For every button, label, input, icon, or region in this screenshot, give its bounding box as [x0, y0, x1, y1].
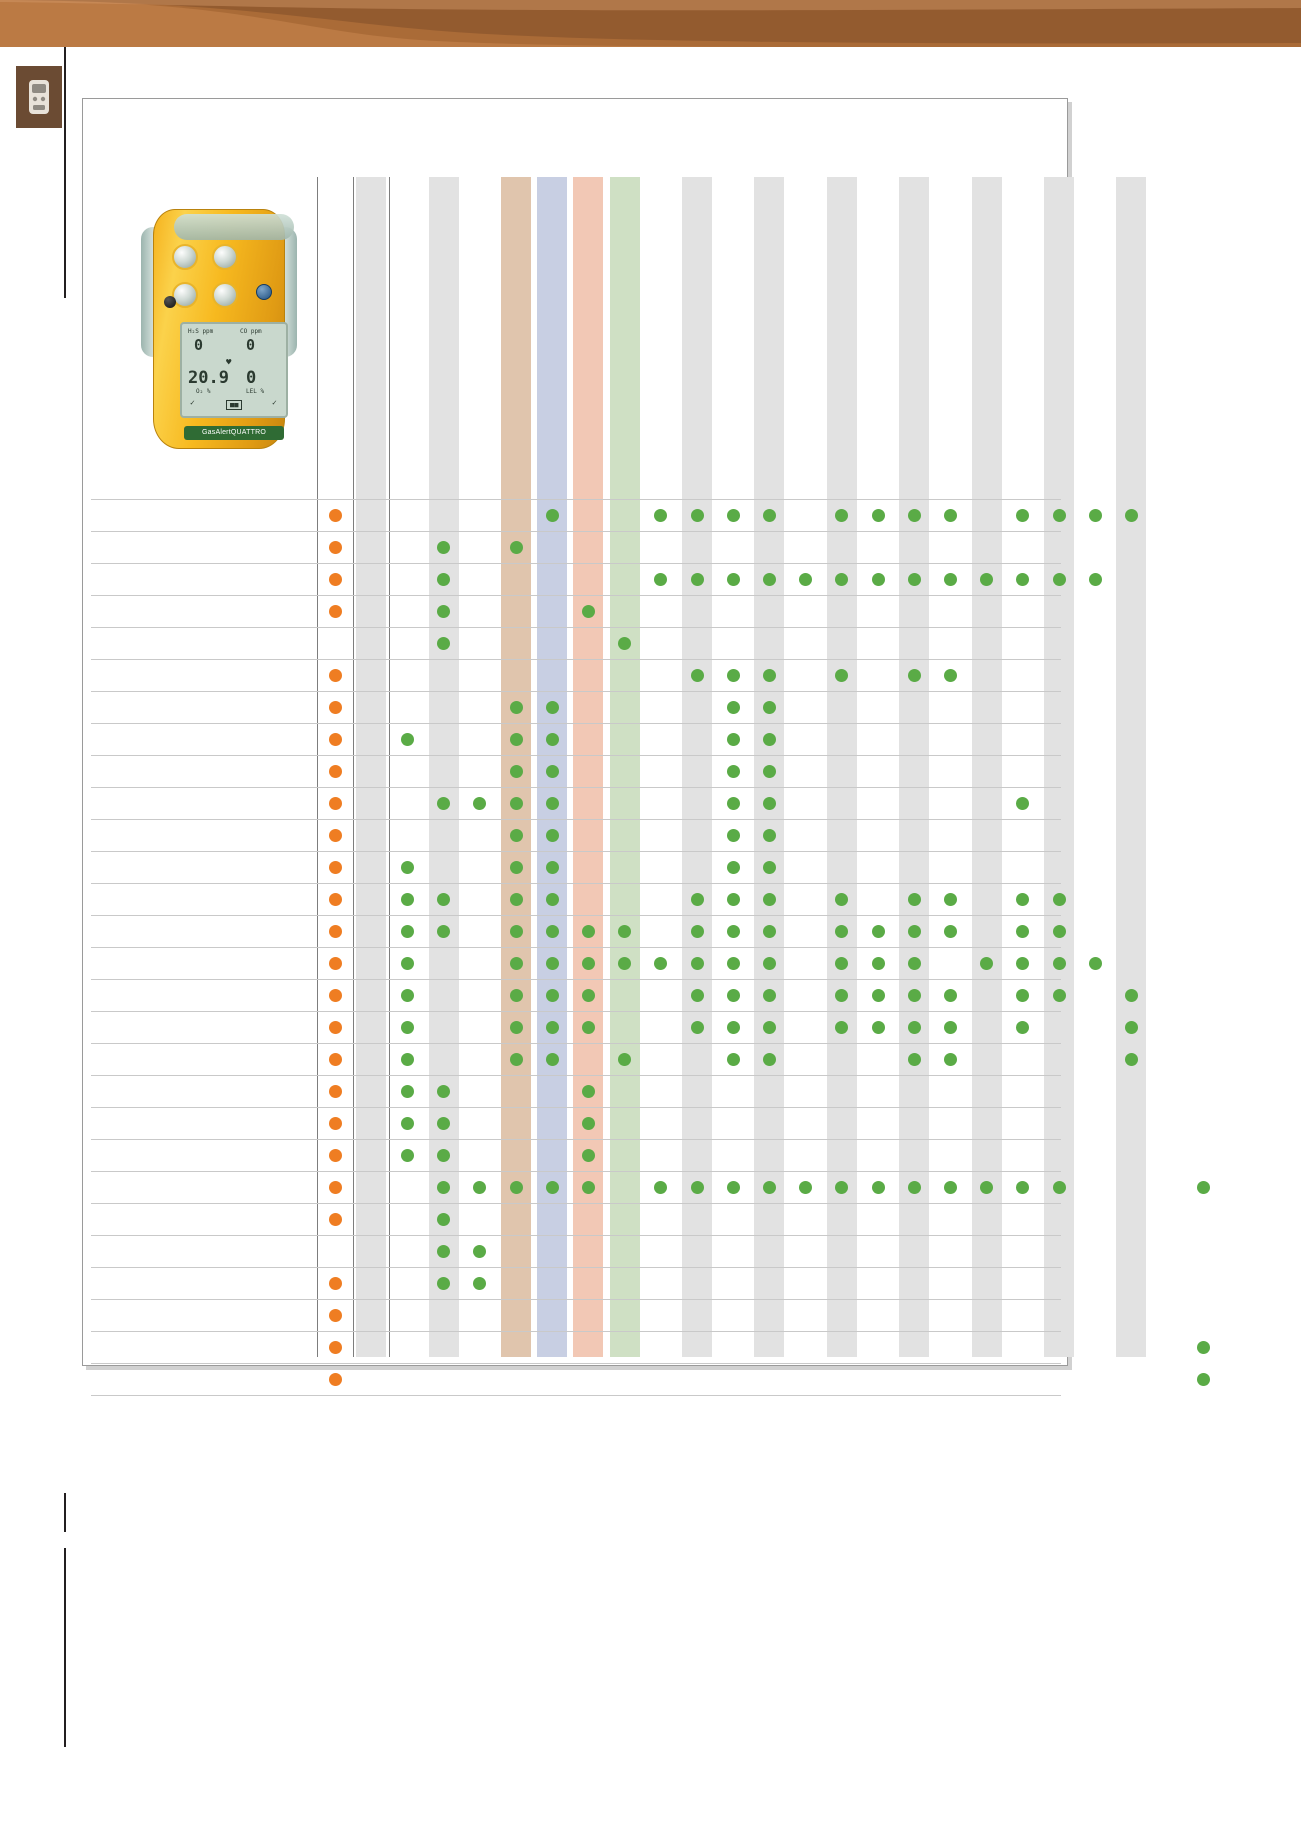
matrix-dot-option [510, 861, 523, 874]
matrix-dot-option [437, 1213, 450, 1226]
matrix-dot-option [546, 957, 559, 970]
matrix-dot-option [908, 669, 921, 682]
matrix-dot-option [618, 637, 631, 650]
matrix-dot-option [727, 829, 740, 842]
matrix-dot-option [872, 1021, 885, 1034]
top-banner [0, 0, 1301, 47]
matrix-dot-option [872, 509, 885, 522]
heart-icon: ♥ [226, 358, 232, 368]
screen-label-o2: O₂ % [196, 388, 211, 395]
matrix-dot-option [1197, 1181, 1210, 1194]
matrix-dot-option [437, 1149, 450, 1162]
matrix-dot-standard [329, 1277, 342, 1290]
matrix-dot-option [510, 1053, 523, 1066]
matrix-dot-standard [329, 1341, 342, 1354]
matrix-dot-option [835, 893, 848, 906]
screen-value-o2: 20.9 [188, 368, 229, 388]
matrix-row-separator [91, 1235, 1061, 1236]
matrix-dot-option [908, 925, 921, 938]
matrix-column-stripe [972, 177, 1002, 1357]
vent-icon-4 [212, 282, 238, 308]
matrix-dot-option [401, 1021, 414, 1034]
matrix-dot-option [872, 989, 885, 1002]
check-icon-right: ✓ [272, 398, 277, 407]
matrix-dot-option [654, 1181, 667, 1194]
matrix-dot-option [546, 1181, 559, 1194]
matrix-dot-option [727, 1021, 740, 1034]
matrix-dot-option [546, 829, 559, 842]
matrix-dot-option [401, 1117, 414, 1130]
matrix-dot-option [763, 829, 776, 842]
matrix-dot-option [401, 733, 414, 746]
matrix-dot-option [944, 669, 957, 682]
matrix-dot-option [763, 701, 776, 714]
matrix-dot-option [763, 957, 776, 970]
matrix-dot-option [727, 957, 740, 970]
matrix-dot-option [799, 1181, 812, 1194]
sensor-knob [256, 284, 272, 300]
matrix-dot-option [763, 509, 776, 522]
matrix-dot-option [582, 1149, 595, 1162]
matrix-dot-option [1089, 509, 1102, 522]
matrix-column-separator [353, 177, 354, 1357]
matrix-dot-option [1125, 509, 1138, 522]
matrix-dot-option [727, 1053, 740, 1066]
matrix-dot-option [546, 1021, 559, 1034]
matrix-dot-standard [329, 765, 342, 778]
matrix-dot-option [727, 989, 740, 1002]
matrix-dot-option [510, 701, 523, 714]
matrix-dot-option [1053, 925, 1066, 938]
matrix-dot-option [944, 925, 957, 938]
matrix-row-separator [91, 531, 1061, 532]
matrix-dot-option [582, 925, 595, 938]
matrix-dot-option [582, 989, 595, 1002]
matrix-dot-standard [329, 829, 342, 842]
matrix-dot-option [401, 957, 414, 970]
matrix-dot-option [944, 1181, 957, 1194]
matrix-dot-option [835, 573, 848, 586]
matrix-dot-option [437, 1117, 450, 1130]
matrix-dot-standard [329, 541, 342, 554]
matrix-dot-option [691, 925, 704, 938]
check-icon: ✓ [190, 398, 195, 407]
matrix-dot-standard [329, 701, 342, 714]
matrix-row-separator [91, 1267, 1061, 1268]
matrix-dot-option [437, 541, 450, 554]
matrix-dot-standard [329, 509, 342, 522]
matrix-dot-option [473, 1245, 486, 1258]
matrix-dot-standard [329, 1053, 342, 1066]
matrix-dot-option [872, 573, 885, 586]
matrix-dot-option [763, 925, 776, 938]
matrix-row-separator [91, 1043, 1061, 1044]
matrix-dot-option [437, 1277, 450, 1290]
matrix-dot-option [908, 509, 921, 522]
matrix-dot-option [727, 733, 740, 746]
matrix-dot-option [908, 573, 921, 586]
device-body [153, 209, 285, 449]
matrix-dot-option [437, 605, 450, 618]
matrix-dot-option [1053, 509, 1066, 522]
matrix-dot-option [510, 765, 523, 778]
matrix-dot-option [1053, 893, 1066, 906]
battery-icon: ■■ [226, 400, 242, 410]
matrix-dot-option [546, 797, 559, 810]
matrix-dot-option [510, 829, 523, 842]
matrix-dot-option [835, 509, 848, 522]
matrix-row-separator [91, 1203, 1061, 1204]
matrix-dot-option [546, 701, 559, 714]
matrix-dot-option [437, 1181, 450, 1194]
matrix-dot-standard [329, 861, 342, 874]
matrix-dot-option [510, 893, 523, 906]
vent-icon-3 [172, 282, 198, 308]
screen-value-lel: 0 [246, 368, 257, 388]
matrix-dot-option [691, 893, 704, 906]
matrix-dot-option [908, 1021, 921, 1034]
matrix-row-separator [91, 1363, 1061, 1364]
matrix-dot-option [908, 1053, 921, 1066]
vent-icon-1 [172, 244, 198, 270]
matrix-dot-option [727, 893, 740, 906]
matrix-row-separator [91, 851, 1061, 852]
matrix-dot-standard [329, 605, 342, 618]
matrix-dot-option [473, 1277, 486, 1290]
matrix-dot-option [872, 925, 885, 938]
matrix-dot-option [437, 893, 450, 906]
matrix-dot-option [401, 1149, 414, 1162]
matrix-dot-standard [329, 1309, 342, 1322]
screen-label-lel: LEL % [246, 388, 265, 395]
matrix-dot-option [944, 1053, 957, 1066]
matrix-dot-option [618, 1053, 631, 1066]
matrix-dot-option [654, 509, 667, 522]
matrix-dot-option [691, 957, 704, 970]
matrix-row-separator [91, 1171, 1061, 1172]
matrix-dot-option [727, 765, 740, 778]
matrix-dot-option [510, 541, 523, 554]
matrix-dot-option [944, 893, 957, 906]
matrix-dot-option [510, 1181, 523, 1194]
matrix-dot-option [691, 509, 704, 522]
matrix-dot-option [1197, 1373, 1210, 1386]
screen-value-h2s: 0 [194, 336, 204, 354]
matrix-dot-option [654, 957, 667, 970]
matrix-row-separator [91, 819, 1061, 820]
matrix-dot-option [763, 765, 776, 778]
screen-label-h2s: H₂S ppm [188, 328, 214, 335]
matrix-row-separator [91, 947, 1061, 948]
matrix-column-separator-left [317, 177, 318, 1357]
matrix-dot-option [1016, 893, 1029, 906]
matrix-dot-standard [329, 1181, 342, 1194]
matrix-dot-option [980, 957, 993, 970]
matrix-column-stripe [827, 177, 857, 1357]
matrix-dot-standard [329, 957, 342, 970]
matrix-dot-option [1197, 1341, 1210, 1354]
matrix-row-separator [91, 595, 1061, 596]
matrix-dot-option [1016, 957, 1029, 970]
matrix-dot-option [799, 573, 812, 586]
matrix-dot-option [618, 957, 631, 970]
matrix-dot-option [437, 925, 450, 938]
matrix-dot-option [835, 669, 848, 682]
matrix-dot-option [582, 1117, 595, 1130]
matrix-row-separator [91, 979, 1061, 980]
matrix-row-separator [91, 1139, 1061, 1140]
matrix-dot-option [763, 893, 776, 906]
matrix-dot-option [618, 925, 631, 938]
strap-clip [164, 296, 176, 308]
matrix-row-separator [91, 691, 1061, 692]
matrix-dot-standard [329, 1085, 342, 1098]
matrix-row-separator [91, 755, 1061, 756]
matrix-row-separator [91, 883, 1061, 884]
matrix-column-stripe [610, 177, 640, 1357]
matrix-dot-option [1016, 509, 1029, 522]
matrix-dot-option [1016, 925, 1029, 938]
matrix-dot-option [727, 701, 740, 714]
matrix-dot-option [546, 509, 559, 522]
matrix-column-stripe [429, 177, 459, 1357]
matrix-dot-option [727, 1181, 740, 1194]
matrix-dot-option [1089, 957, 1102, 970]
left-margin-rule-gap-lower [62, 1532, 68, 1548]
banner-curve-decoration [0, 0, 1301, 47]
matrix-dot-standard [329, 669, 342, 682]
matrix-dot-standard [329, 925, 342, 938]
matrix-dot-option [1053, 573, 1066, 586]
gas-detector-icon [25, 78, 53, 116]
matrix-dot-option [401, 1085, 414, 1098]
matrix-dot-option [1016, 1021, 1029, 1034]
matrix-dot-option [944, 1021, 957, 1034]
matrix-dot-option [1053, 989, 1066, 1002]
matrix-dot-option [510, 957, 523, 970]
matrix-dot-standard [329, 1149, 342, 1162]
matrix-row-separator [91, 627, 1061, 628]
matrix-dot-option [763, 861, 776, 874]
vent-icon-2 [212, 244, 238, 270]
matrix-dot-option [872, 957, 885, 970]
matrix-dot-option [401, 989, 414, 1002]
matrix-dot-option [546, 861, 559, 874]
matrix-dot-option [691, 989, 704, 1002]
matrix-row-separator [91, 1331, 1061, 1332]
matrix-dot-option [691, 573, 704, 586]
matrix-dot-option [510, 1021, 523, 1034]
matrix-dot-standard [329, 1117, 342, 1130]
matrix-dot-option [908, 957, 921, 970]
matrix-row-separator [91, 1107, 1061, 1108]
matrix-dot-option [691, 669, 704, 682]
matrix-dot-option [437, 1085, 450, 1098]
matrix-dot-option [1016, 573, 1029, 586]
matrix-row-separator [91, 659, 1061, 660]
matrix-dot-option [944, 509, 957, 522]
matrix-dot-option [582, 957, 595, 970]
matrix-dot-option [872, 1181, 885, 1194]
matrix-dot-option [727, 669, 740, 682]
matrix-dot-option [510, 797, 523, 810]
matrix-column-separator [389, 177, 390, 1357]
matrix-dot-standard [329, 797, 342, 810]
matrix-dot-option [510, 925, 523, 938]
matrix-dot-option [727, 509, 740, 522]
matrix-dot-option [473, 1181, 486, 1194]
matrix-dot-option [763, 797, 776, 810]
screen-label-co: CO ppm [240, 328, 262, 335]
matrix-dot-option [1016, 989, 1029, 1002]
matrix-dot-option [546, 893, 559, 906]
matrix-row-separator [91, 723, 1061, 724]
matrix-dot-option [510, 733, 523, 746]
matrix-dot-option [980, 1181, 993, 1194]
matrix-row-separator [91, 1011, 1061, 1012]
section-tab [16, 66, 62, 128]
matrix-row-separator [91, 1075, 1061, 1076]
matrix-dot-option [582, 605, 595, 618]
matrix-dot-option [582, 1021, 595, 1034]
matrix-dot-option [1053, 1181, 1066, 1194]
matrix-row-separator-last [91, 1395, 1061, 1396]
matrix-dot-option [835, 1181, 848, 1194]
matrix-dot-standard [329, 733, 342, 746]
matrix-dot-option [437, 573, 450, 586]
matrix-dot-option [763, 669, 776, 682]
matrix-dot-option [691, 1181, 704, 1194]
matrix-dot-option [1053, 957, 1066, 970]
matrix-dot-option [727, 861, 740, 874]
matrix-dot-option [944, 573, 957, 586]
screen-value-co: 0 [246, 336, 256, 354]
compatibility-matrix [83, 99, 1069, 1367]
matrix-dot-standard [329, 893, 342, 906]
matrix-dot-option [654, 573, 667, 586]
matrix-dot-option [546, 733, 559, 746]
matrix-dot-option [473, 797, 486, 810]
matrix-dot-option [727, 925, 740, 938]
matrix-column-stripe [1116, 177, 1146, 1357]
matrix-dot-option [510, 989, 523, 1002]
product-photo [131, 203, 307, 463]
matrix-dot-option [401, 893, 414, 906]
matrix-dot-option [763, 1181, 776, 1194]
matrix-dot-option [437, 797, 450, 810]
matrix-dot-option [980, 573, 993, 586]
matrix-row-separator [91, 915, 1061, 916]
matrix-dot-option [1089, 573, 1102, 586]
matrix-dot-option [835, 957, 848, 970]
matrix-column-stripe [356, 177, 386, 1357]
matrix-dot-standard [329, 1213, 342, 1226]
matrix-dot-option [1016, 1181, 1029, 1194]
matrix-dot-option [835, 925, 848, 938]
device-top-cap [174, 214, 294, 240]
matrix-dot-option [546, 765, 559, 778]
matrix-dot-option [908, 989, 921, 1002]
matrix-dot-option [835, 989, 848, 1002]
matrix-dot-option [582, 1085, 595, 1098]
matrix-dot-option [546, 989, 559, 1002]
matrix-dot-option [1016, 797, 1029, 810]
matrix-row-separator [91, 787, 1061, 788]
specification-matrix-card [82, 98, 1068, 1366]
matrix-dot-option [908, 1181, 921, 1194]
matrix-row-separator [91, 1299, 1061, 1300]
matrix-dot-option [763, 733, 776, 746]
matrix-dot-option [401, 925, 414, 938]
matrix-dot-option [944, 989, 957, 1002]
matrix-dot-option [1125, 989, 1138, 1002]
matrix-dot-standard [329, 989, 342, 1002]
matrix-dot-standard [329, 1373, 342, 1386]
matrix-row-separator [91, 563, 1061, 564]
matrix-row-separator [91, 499, 1061, 500]
matrix-dot-option [546, 925, 559, 938]
matrix-dot-option [763, 1021, 776, 1034]
matrix-dot-option [763, 989, 776, 1002]
matrix-dot-option [908, 893, 921, 906]
matrix-dot-option [763, 573, 776, 586]
matrix-dot-option [401, 861, 414, 874]
matrix-dot-option [582, 1181, 595, 1194]
matrix-dot-option [437, 637, 450, 650]
device-screen [180, 322, 288, 418]
matrix-dot-option [437, 1245, 450, 1258]
gas-detector-device [139, 209, 299, 457]
matrix-dot-option [691, 1021, 704, 1034]
matrix-dot-option [763, 1053, 776, 1066]
matrix-dot-option [835, 1021, 848, 1034]
left-margin-rule-gap [62, 298, 68, 1493]
matrix-dot-option [546, 1053, 559, 1066]
matrix-dot-standard [329, 1021, 342, 1034]
matrix-dot-standard [329, 573, 342, 586]
brand-label: GasAlertQUATTRO [184, 426, 284, 440]
matrix-dot-option [1125, 1021, 1138, 1034]
matrix-dot-option [1125, 1053, 1138, 1066]
matrix-dot-option [401, 1053, 414, 1066]
matrix-dot-option [727, 797, 740, 810]
matrix-dot-option [727, 573, 740, 586]
